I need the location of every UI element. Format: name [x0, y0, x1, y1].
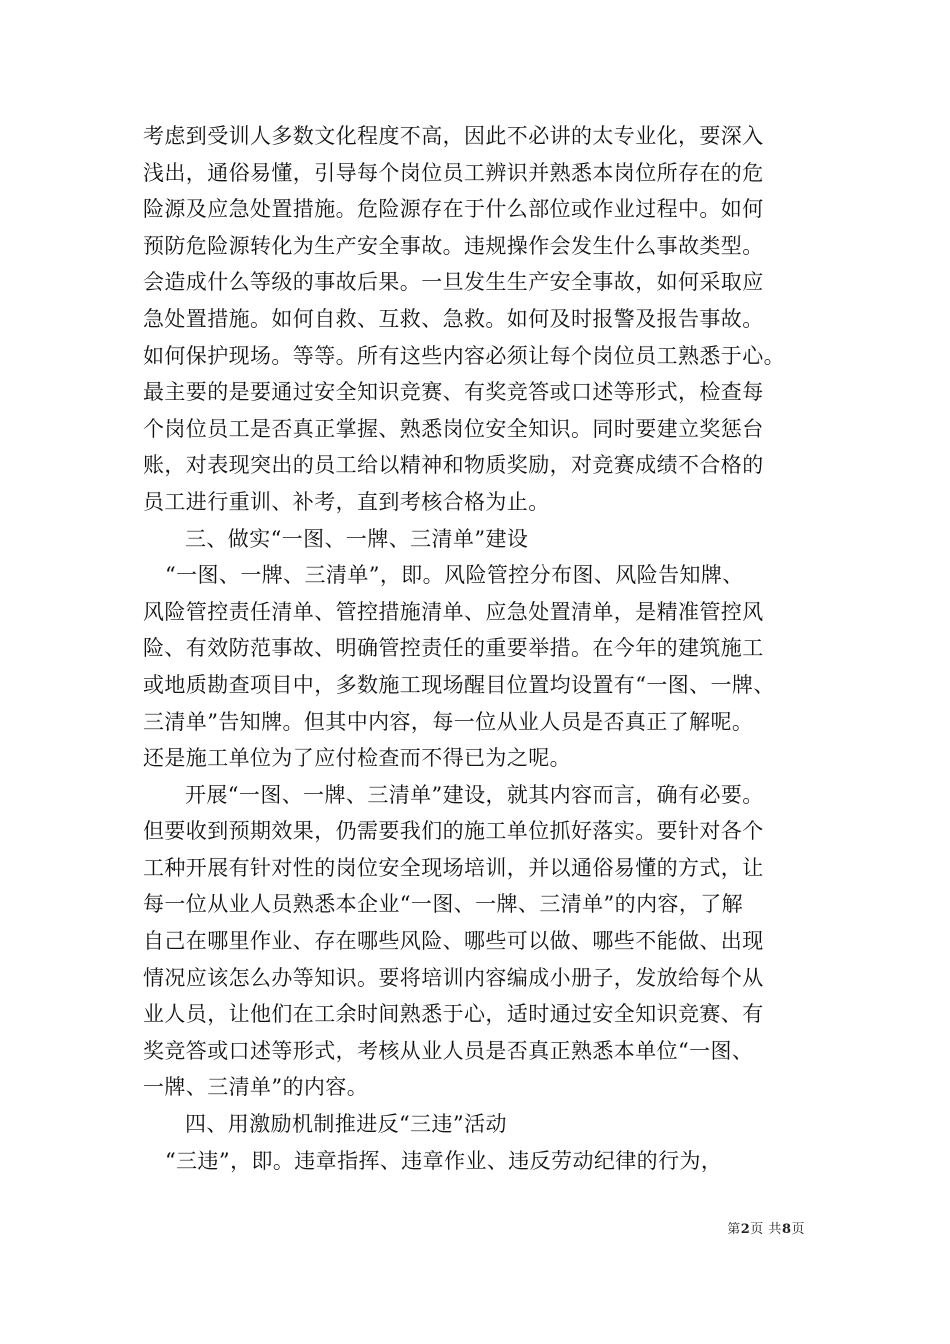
- footer-prefix: 第: [727, 1222, 741, 1237]
- text-line: 自己在哪里作业、存在哪些风险、哪些可以做、哪些不能做、出现: [143, 929, 764, 954]
- text-line: 如何保护现场。等等。所有这些内容必须让每个岗位员工熟悉于心。: [143, 343, 785, 368]
- text-line: 员工进行重训、补考，直到考核合格为止。: [143, 489, 550, 514]
- text-line: 一牌、三清单”的内容。: [143, 1075, 369, 1100]
- text-line: 或地质勘查项目中，多数施工现场醒目位置均设置有“一图、一牌、: [143, 672, 775, 697]
- current-page-number: 2: [740, 1222, 751, 1237]
- text-line: 账，对表现突出的员工给以精神和物质奖励，对竞赛成绩不合格的: [143, 453, 764, 478]
- text-line: 险源及应急处置措施。危险源存在于什么部位或作业过程中。如何: [143, 197, 764, 222]
- text-line: 最主要的是要通过安全知识竞赛、有奖竞答或口述等形式，检查每: [143, 380, 764, 405]
- text-line: 奖竞答或口述等形式，考核从业人员是否真正熟悉本单位“一图、: [143, 1038, 754, 1063]
- text-line: 预防危险源转化为生产安全事故。违规操作会发生什么事故类型。: [143, 233, 764, 258]
- text-line: 风险管控责任清单、管控措施清单、应急处置清单，是精准管控风: [143, 599, 764, 624]
- text-line: “一图、一牌、三清单”，即。风险管控分布图、风险告知牌、: [165, 563, 744, 588]
- text-line: 但要收到预期效果，仍需要我们的施工单位抓好落实。要针对各个: [143, 819, 764, 844]
- text-line: 情况应该怎么办等知识。要将培训内容编成小册子，发放给每个从: [143, 965, 764, 990]
- text-line: 浅出，通俗易懂，引导每个岗位员工辨识并熟悉本岗位所存在的危: [143, 160, 764, 185]
- text-line: 个岗位员工是否真正掌握、熟悉岗位安全知识。同时要建立奖惩台: [143, 416, 764, 441]
- footer-suffix: 页: [791, 1222, 805, 1237]
- text-line: 险、有效防范事故、明确管控责任的重要举措。在今年的建筑施工: [143, 636, 764, 661]
- document-body: [143, 118, 813, 1179]
- text-line: 急处置措施。如何自救、互救、急救。如何及时报警及报告事故。: [143, 306, 764, 331]
- footer-middle: 页 共: [750, 1222, 782, 1237]
- text-line: 开展“一图、一牌、三清单”建设，就其内容而言，确有必要。: [185, 782, 764, 807]
- text-line: “三违”，即。违章指挥、违章作业、违反劳动纪律的行为，: [165, 1148, 723, 1173]
- text-line: 业人员，让他们在工余时间熟悉于心，适时通过安全知识竞赛、有: [143, 1002, 764, 1027]
- text-line: 还是施工单位为了应付检查而不得已为之呢。: [143, 746, 571, 771]
- section-heading: 四、用激励机制推进反“三违”活动: [185, 1112, 507, 1137]
- text-line: 每一位从业人员熟悉本企业“一图、一牌、三清单”的内容，了解: [143, 892, 744, 917]
- page-footer: [727, 1218, 805, 1237]
- text-line: 会造成什么等级的事故后果。一旦发生生产安全事故，如何采取应: [143, 270, 764, 295]
- text-line: 三清单”告知牌。但其中内容，每一位从业人员是否真正了解呢。: [143, 709, 754, 734]
- text-line: 工种开展有针对性的岗位安全现场培训，并以通俗易懂的方式，让: [143, 855, 764, 880]
- text-line: 考虑到受训人多数文化程度不高，因此不必讲的太专业化，要深入: [143, 124, 764, 148]
- total-pages-number: 8: [781, 1222, 792, 1237]
- section-heading: 三、做实“一图、一牌、三清单”建设: [185, 526, 529, 551]
